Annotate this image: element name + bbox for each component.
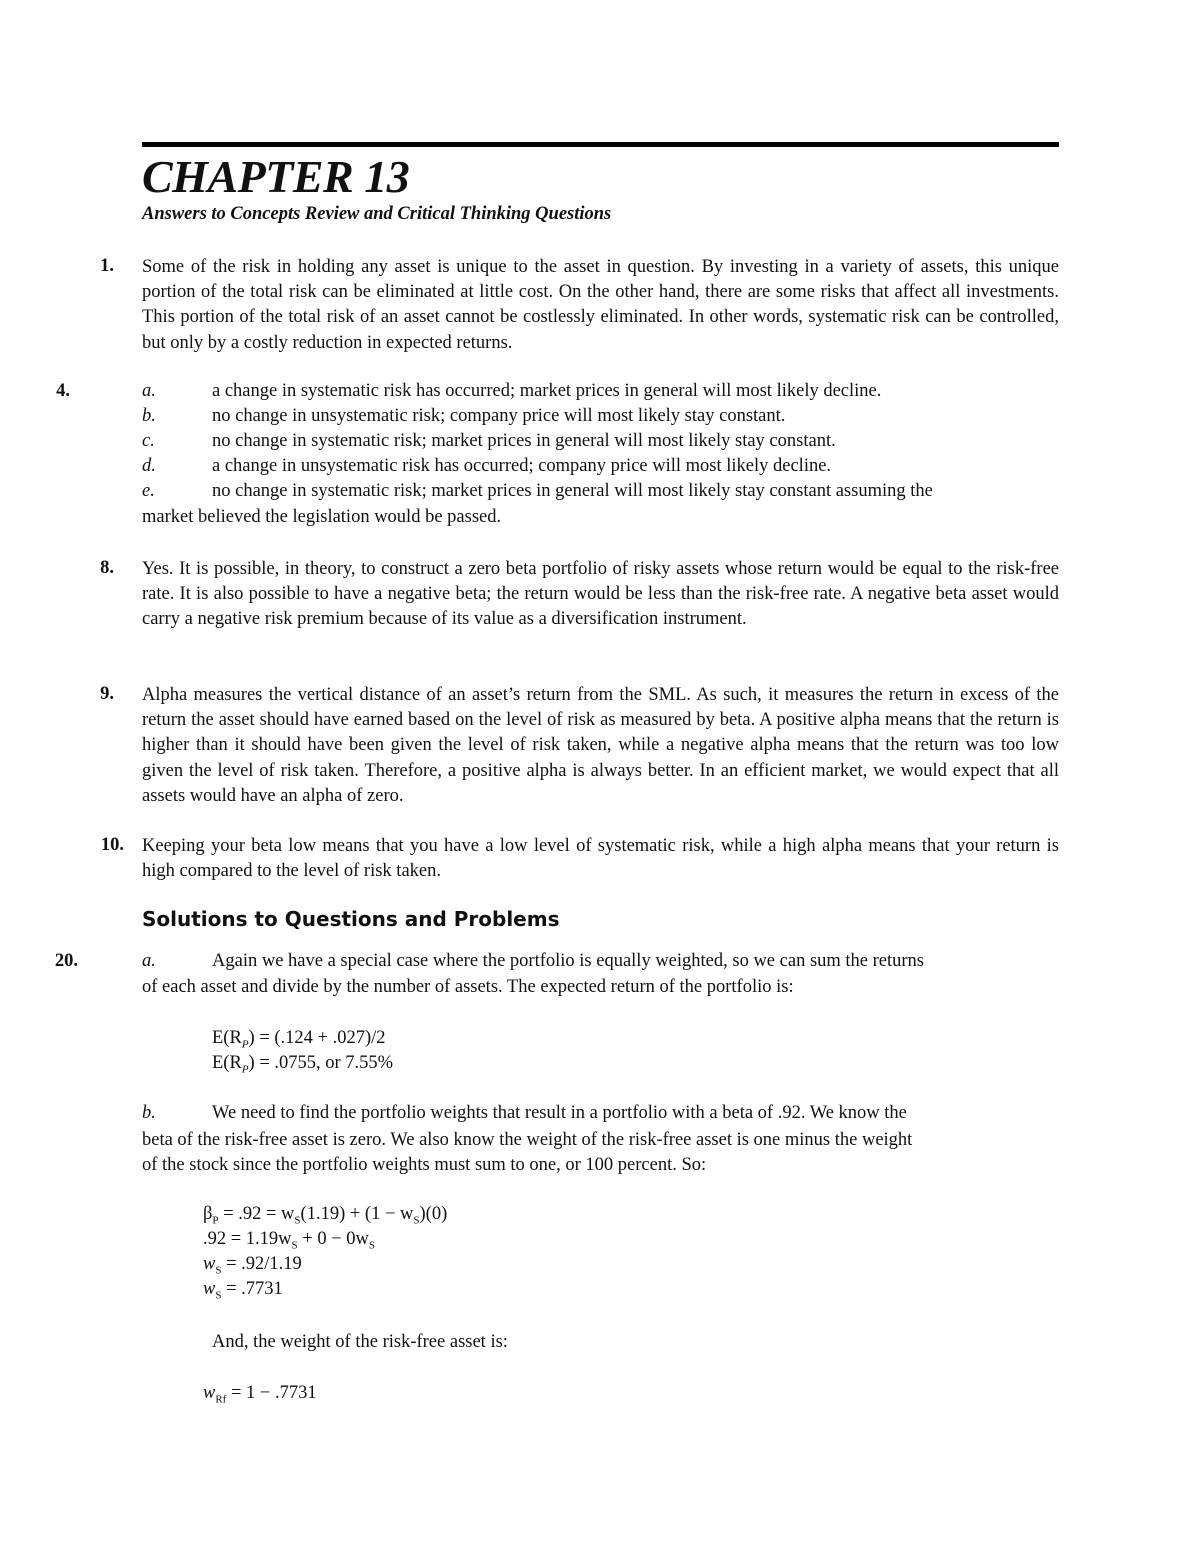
answer-9-text: Alpha measures the vertical distance of an asset’s return from the SML. As such, it measures the return in excess of the return the asset should have earned based on the level of risk as measured by beta. A positive alpha means that the return is higher than it should have been given the level of risk taken, while a negative alpha means that the return was too low given the level of risk taken. Therefore, a positive alpha is always better. In an efficient market, we would expect that all assets would have an alpha of zero.: [142, 685, 1059, 806]
equation-step-4: [203, 1279, 283, 1302]
answer-4c-text: no change in systematic risk; market prices in general will most likely stay constant.: [212, 431, 836, 451]
eq-subscript: S: [215, 1264, 222, 1277]
solutions-heading: Solutions to Questions and Problems: [142, 907, 560, 931]
answer-4d-text: a change in unsystematic risk has occurred; company price will most likely decline.: [212, 456, 832, 476]
question-number-8: 8.: [100, 558, 114, 578]
eq-subscript: P: [241, 1038, 249, 1051]
eq-variable: w: [203, 1254, 216, 1274]
answer-10-text: Keeping your beta low means that you have a low level of systematic risk, while a high alpha means that your return is high compared to the level of risk taken.: [142, 836, 1059, 882]
eq-text: E(R: [212, 1028, 242, 1048]
answer-4d-label: d.: [142, 456, 156, 476]
answer-1-text: Some of the risk in holding any asset is unique to the asset in question. By investing in a variety of assets, this unique portion of the total risk can be eliminated at little cost. On the other hand, there are some risks that affect all investments. This portion of the total risk of an asset cannot be costlessly eliminated. In other words, systematic risk can be controlled, but only by a costly reduction in expected returns.: [142, 257, 1059, 353]
eq-text: ) = (.124 + .027)/2: [248, 1028, 386, 1048]
problem-20b-text: We need to find the portfolio weights that result in a portfolio with a beta of .92. We know the: [212, 1103, 907, 1123]
eq-subscript: S: [294, 1214, 301, 1227]
equation-risk-free-weight: [203, 1383, 317, 1406]
question-number-1: 1.: [100, 256, 114, 276]
eq-text: = .7731: [221, 1279, 283, 1299]
equation-step-3: [203, 1254, 302, 1277]
section-subtitle: Answers to Concepts Review and Critical Thinking Questions: [142, 204, 612, 224]
eq-text: = 1 − .7731: [226, 1383, 317, 1403]
eq-text: = .92 = w: [218, 1204, 295, 1224]
eq-text: E(R: [212, 1053, 242, 1073]
chapter-title: CHAPTER 13: [142, 151, 410, 202]
problem-20a-text: Again we have a special case where the portfolio is equally weighted, so we can sum the returns: [212, 951, 925, 971]
problem-20a-continuation: of each asset and divide by the number of assets. The expected return of the portfolio is:: [142, 977, 794, 997]
eq-text: (1.19) + (1 − w: [300, 1204, 414, 1224]
eq-subscript: S: [413, 1214, 420, 1227]
answer-4e-label: e.: [142, 481, 155, 501]
answer-8-text: Yes. It is possible, in theory, to construct a zero beta portfolio of risky assets whose return would be equal to the risk-free rate. It is also possible to have a negative beta; the return would be less than the risk-free rate. A negative beta asset would carry a negative risk premium because of its value as a diversification instrument.: [142, 559, 1059, 630]
eq-subscript: S: [291, 1239, 298, 1252]
eq-text: β: [203, 1204, 213, 1224]
risk-free-weight-intro: And, the weight of the risk-free asset is:: [212, 1332, 508, 1352]
equation-expected-return-2: [212, 1053, 393, 1076]
eq-subscript: S: [368, 1239, 376, 1252]
answer-4a-text: a change in systematic risk has occurred; market prices in general will most likely decline.: [212, 381, 882, 401]
equation-beta-portfolio: [203, 1204, 447, 1227]
answer-4a-label: a.: [142, 381, 156, 401]
eq-subscript: S: [215, 1289, 222, 1302]
eq-subscript: P: [212, 1214, 219, 1227]
eq-text: = .92/1.19: [221, 1254, 302, 1274]
problem-20b-continuation-2: of the stock since the portfolio weights must sum to one, or 100 percent. So:: [142, 1155, 707, 1175]
question-number-9: 9.: [100, 684, 114, 704]
answer-4b-text: no change in unsystematic risk; company price will most likely stay constant.: [212, 406, 786, 426]
problem-20b-label: b.: [142, 1103, 156, 1123]
eq-text: ) = .0755, or 7.55%: [248, 1053, 394, 1073]
eq-text: + 0 − 0w: [297, 1229, 369, 1249]
answer-4e-text: no change in systematic risk; market prices in general will most likely stay constant assuming the: [212, 481, 933, 501]
answer-4b-label: b.: [142, 406, 156, 426]
answer-4e-continuation: market believed the legislation would be passed.: [142, 507, 502, 527]
eq-variable: w: [203, 1383, 216, 1403]
problem-20a-label: a.: [142, 951, 156, 971]
question-number-4: 4.: [56, 381, 70, 401]
problem-number-20: 20.: [54, 951, 78, 971]
eq-subscript: P: [241, 1063, 249, 1076]
eq-variable: w: [203, 1279, 216, 1299]
answer-4c-label: c.: [142, 431, 155, 451]
equation-step-2: [203, 1229, 375, 1252]
problem-20b-continuation-1: beta of the risk-free asset is zero. We also know the weight of the risk-free asset is one minus the weight: [142, 1130, 913, 1150]
eq-subscript: Rf: [215, 1393, 227, 1406]
top-rule: [142, 142, 1059, 147]
equation-expected-return-1: [212, 1028, 386, 1051]
eq-text: .92 = 1.19w: [203, 1229, 292, 1249]
question-number-10: 10.: [100, 835, 124, 855]
eq-text: )(0): [419, 1204, 448, 1224]
